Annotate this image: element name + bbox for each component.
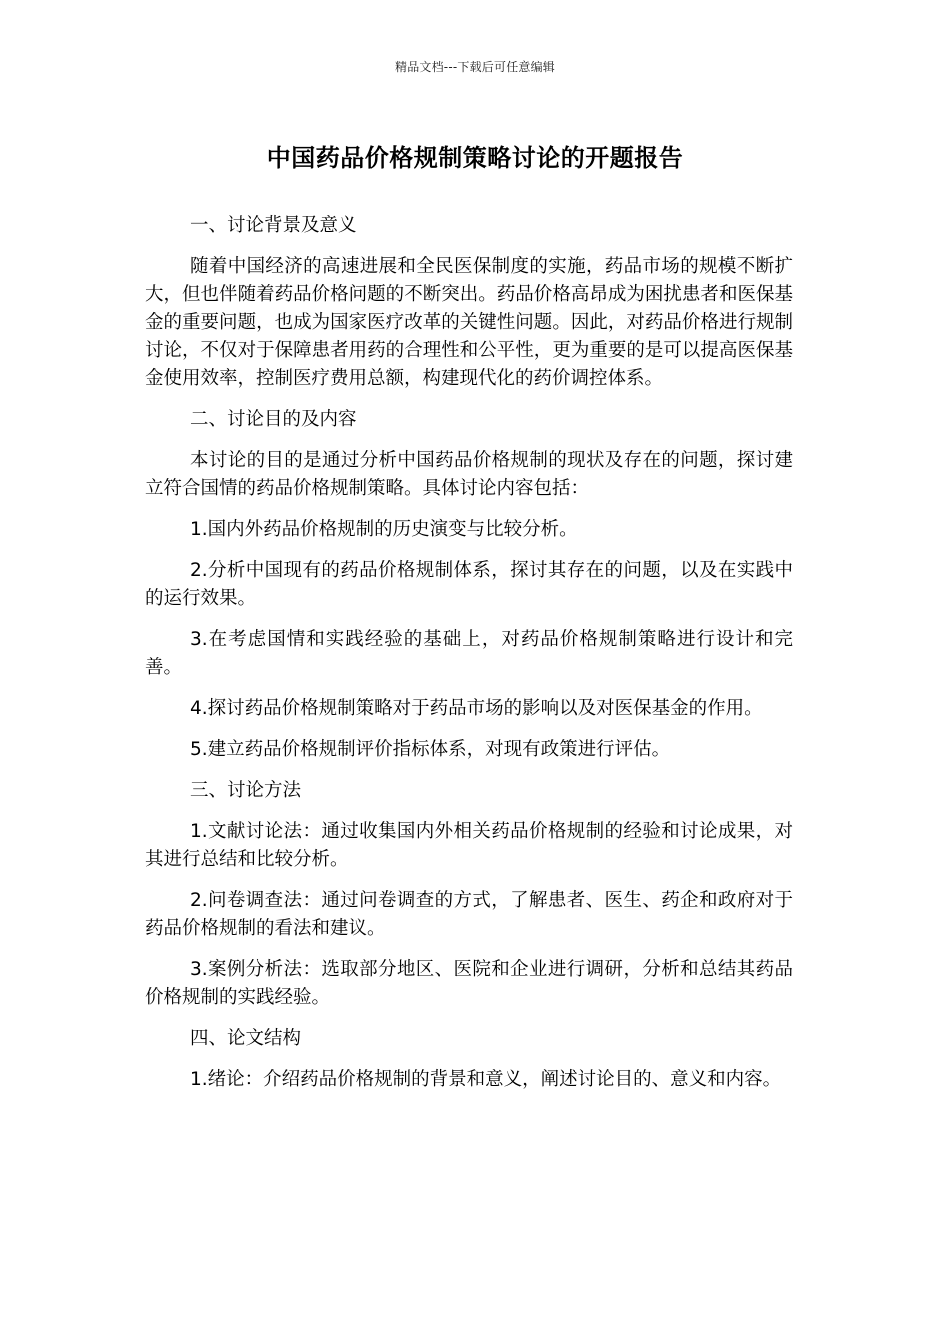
section-heading-structure: 四、论文结构 [190, 1028, 302, 1049]
list-item-structure-1: 1.绪论：介绍药品价格规制的背景和意义，阐述讨论目的、意义和内容。 [190, 1069, 782, 1090]
list-item-method-1: 1.文献讨论法：通过收集国内外相关药品价格规制的经验和讨论成果，对其进行总结和比较分析。 [145, 821, 793, 870]
list-item-content-5: 5.建立药品价格规制评价指标体系，对现有政策进行评估。 [190, 739, 671, 760]
list-item-method-2: 2.问卷调查法：通过问卷调查的方式，了解患者、医生、药企和政府对于药品价格规制的看法和建议。 [145, 890, 793, 939]
section-heading-purpose: 二、讨论目的及内容 [190, 409, 357, 430]
page-header-note: 精品文档---下载后可任意编辑 [395, 60, 555, 74]
section-heading-methods: 三、讨论方法 [190, 780, 302, 801]
paragraph-background: 随着中国经济的高速进展和全民医保制度的实施，药品市场的规模不断扩大，但也伴随着药品价格问题的不断突出。药品价格高昂成为困扰患者和医保基金的重要问题，也成为国家医疗改革的关键性问题。因此，对药品价格进行规制讨论，不仅对于保障患者用药的合理性和公平性，更为重要的是可以提高医保基金使用效率，控制医疗费用总额，构建现代化的药价调控体系。 [145, 256, 793, 389]
document-title: 中国药品价格规制策略讨论的开题报告 [266, 144, 684, 172]
list-item-method-3: 3.案例分析法：选取部分地区、医院和企业进行调研，分析和总结其药品价格规制的实践经验。 [145, 959, 793, 1008]
list-item-content-3: 3.在考虑国情和实践经验的基础上，对药品价格规制策略进行设计和完善。 [145, 629, 793, 678]
list-item-content-4: 4.探讨药品价格规制策略对于药品市场的影响以及对医保基金的作用。 [190, 698, 763, 719]
paragraph-purpose-intro: 本讨论的目的是通过分析中国药品价格规制的现状及存在的问题，探讨建立符合国情的药品价格规制策略。具体讨论内容包括： [145, 450, 793, 499]
document-body [145, 212, 793, 1107]
list-item-content-2: 2.分析中国现有的药品价格规制体系，探讨其存在的问题，以及在实践中的运行效果。 [145, 560, 793, 609]
list-item-content-1: 1.国内外药品价格规制的历史演变与比较分析。 [190, 519, 578, 540]
section-heading-background: 一、讨论背景及意义 [190, 215, 357, 236]
